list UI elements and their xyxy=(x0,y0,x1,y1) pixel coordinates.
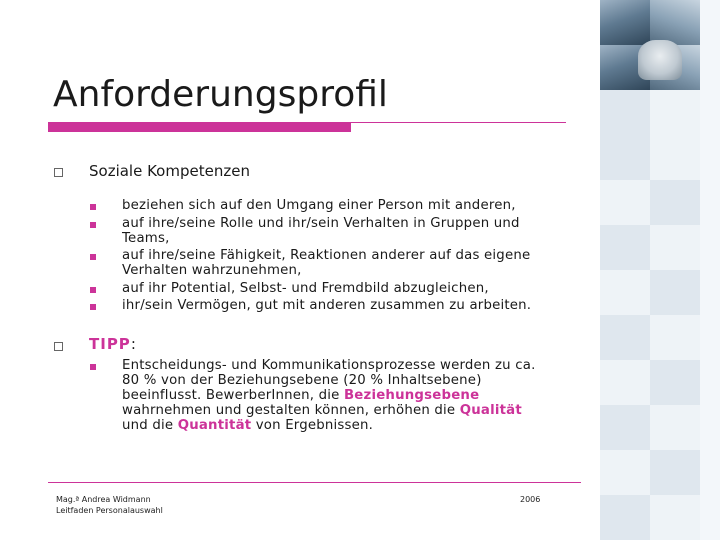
list-item-continuation: Teams, xyxy=(122,231,170,246)
highlight-qualitaet: Qualität xyxy=(459,403,522,418)
highlight-beziehungsebene: Beziehungsebene xyxy=(343,388,480,403)
list-item: auf ihre/seine Fähigkeit, Reaktionen anderer auf das eigene xyxy=(122,248,531,263)
tipp-line xyxy=(122,418,373,434)
photo-tile xyxy=(600,405,650,450)
photo-tile xyxy=(600,495,650,540)
tipp-line xyxy=(122,388,479,404)
footer-year: 2006 xyxy=(520,495,541,504)
photo-tile xyxy=(650,135,700,180)
square-bullet-icon xyxy=(90,304,96,310)
section-heading-soziale-kompetenzen: Soziale Kompetenzen xyxy=(89,162,250,180)
photo-tile xyxy=(600,180,650,225)
photo-tile xyxy=(650,180,700,225)
photo-tile xyxy=(600,315,650,360)
title-underline-bar xyxy=(48,123,351,132)
photo-tile xyxy=(650,360,700,405)
decorative-photo-strip xyxy=(600,0,720,540)
tipp-text: beeinflusst. BewerberInnen, die xyxy=(122,388,340,403)
tipp-line: Entscheidungs- und Kommunikationsprozesse werden zu ca. xyxy=(122,358,536,373)
list-item: ihr/sein Vermögen, gut mit anderen zusammen zu arbeiten. xyxy=(122,298,532,313)
hollow-square-bullet-icon xyxy=(54,168,63,177)
photo-tile xyxy=(600,360,650,405)
footer-subtitle: Leitfaden Personalauswahl xyxy=(56,506,163,515)
list-item: auf ihre/seine Rolle und ihr/sein Verhalten in Gruppen und xyxy=(122,216,520,231)
photo-tile xyxy=(650,495,700,540)
footer-author: Mag.ª Andrea Widmann xyxy=(56,495,151,504)
photo-tile xyxy=(600,90,650,135)
photo-tile xyxy=(650,315,700,360)
section-heading-tipp xyxy=(89,335,137,353)
photo-tile xyxy=(650,405,700,450)
square-bullet-icon xyxy=(90,254,96,260)
photo-tile xyxy=(600,225,650,270)
list-item-continuation: Verhalten wahrzunehmen, xyxy=(122,263,302,278)
photo-tile xyxy=(600,270,650,315)
highlight-quantitaet: Quantität xyxy=(177,418,252,433)
footer-rule xyxy=(48,482,581,483)
hollow-square-bullet-icon xyxy=(54,342,63,351)
tipp-colon: : xyxy=(130,335,137,353)
photo-tile xyxy=(650,0,700,45)
tipp-line: 80 % von der Beziehungsebene (20 % Inhaltsebene) xyxy=(122,373,482,388)
tipp-text: wahrnehmen und gestalten können, erhöhen die xyxy=(122,403,456,418)
square-bullet-icon xyxy=(90,287,96,293)
square-bullet-icon xyxy=(90,204,96,210)
graduation-cap-image xyxy=(638,40,682,80)
photo-tile xyxy=(600,0,650,45)
tipp-label: TIPP xyxy=(89,335,131,353)
photo-tile xyxy=(650,90,700,135)
square-bullet-icon xyxy=(90,222,96,228)
tipp-text: von Ergebnissen. xyxy=(255,418,374,433)
square-bullet-icon xyxy=(90,364,96,370)
slide-title: Anforderungsprofil xyxy=(53,74,388,115)
photo-tile xyxy=(600,450,650,495)
tipp-text: und die xyxy=(122,418,174,433)
photo-tile xyxy=(650,225,700,270)
list-item: beziehen sich auf den Umgang einer Person mit anderen, xyxy=(122,198,516,213)
list-item: auf ihr Potential, Selbst- und Fremdbild abzugleichen, xyxy=(122,281,489,296)
photo-tile xyxy=(650,450,700,495)
photo-tile xyxy=(600,135,650,180)
photo-tile xyxy=(650,270,700,315)
tipp-line xyxy=(122,403,522,419)
